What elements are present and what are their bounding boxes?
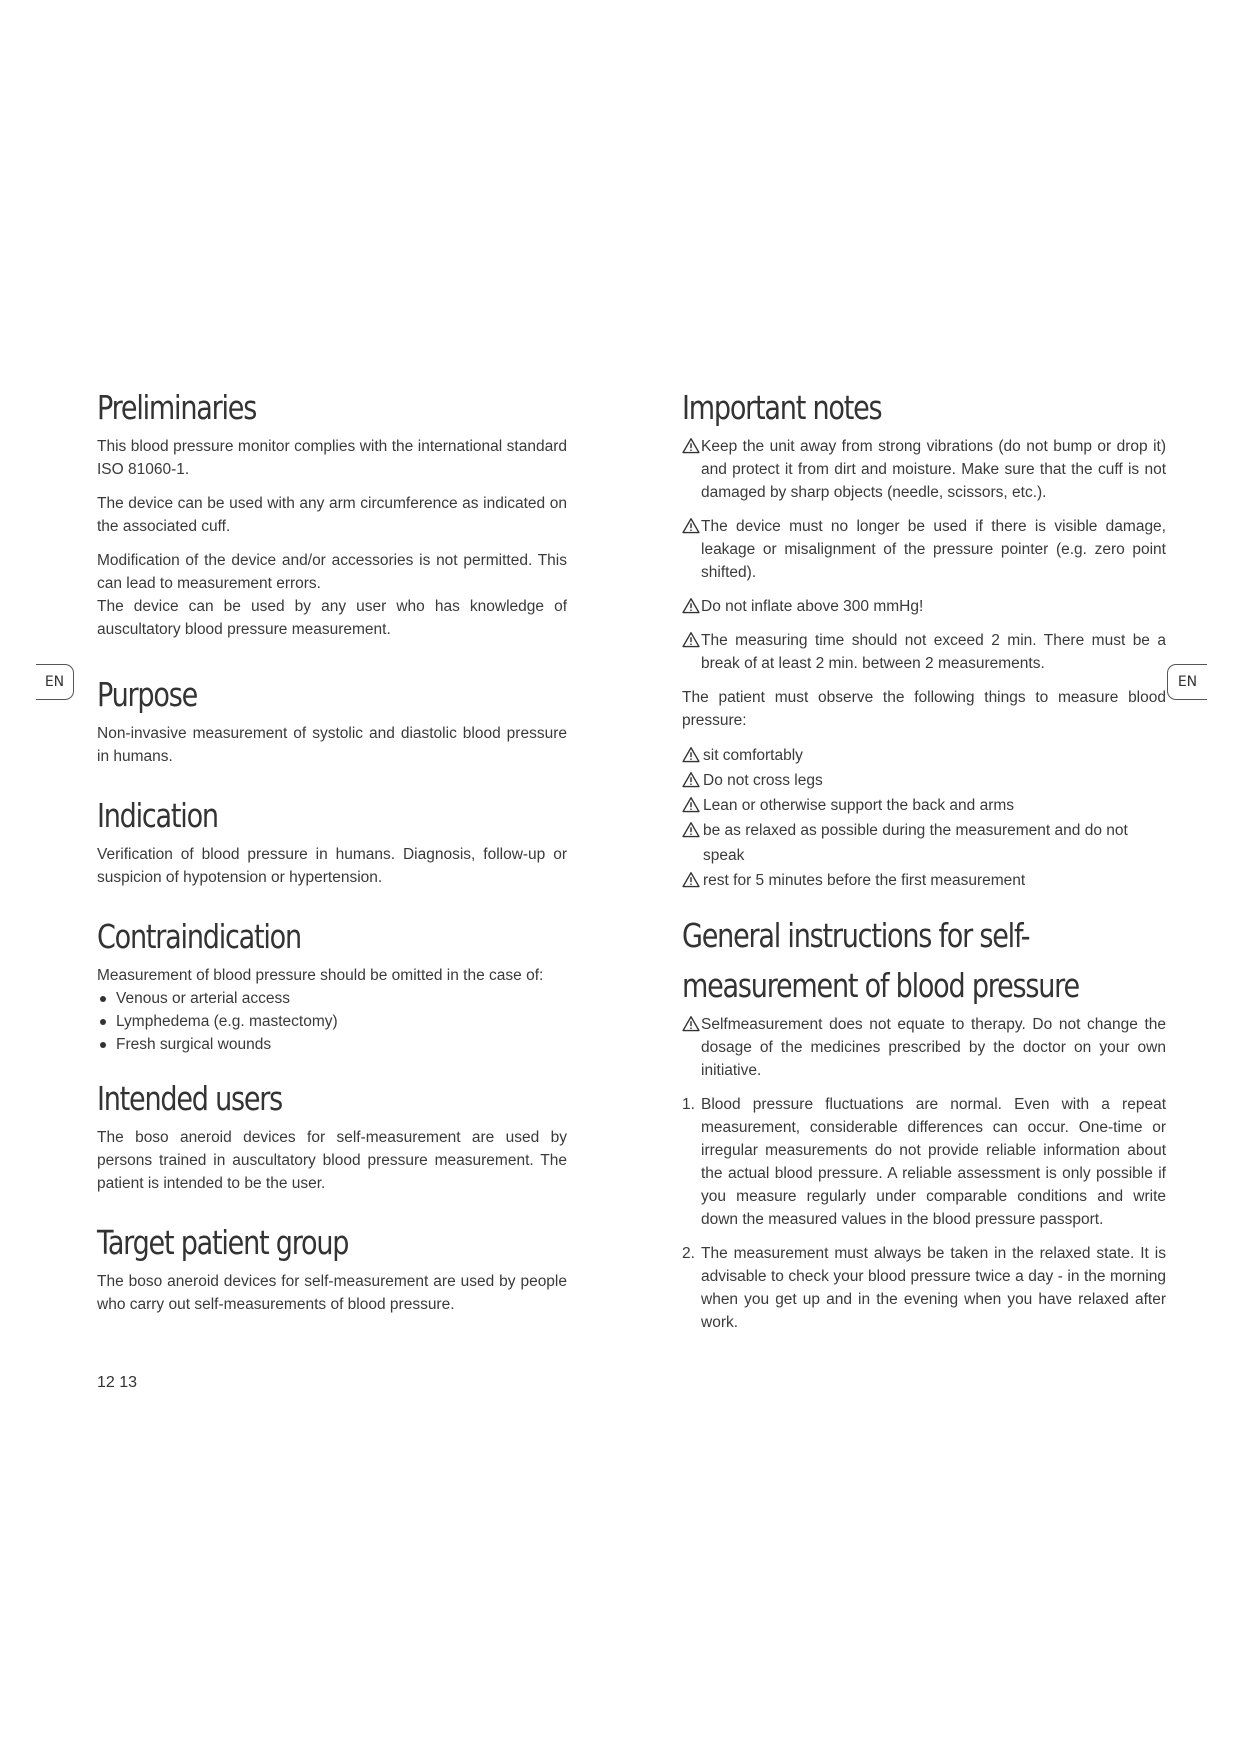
section-target-patient-group	[97, 1220, 567, 1316]
page-numbers: 12 13	[97, 1374, 138, 1391]
list-item: Venous or arterial access	[97, 987, 567, 1010]
warning-triangle-icon	[682, 631, 700, 648]
language-tab-label: EN	[44, 674, 65, 690]
warning-text: Do not inflate above 300 mmHg!	[701, 598, 924, 615]
section-contraindication	[97, 914, 567, 1056]
language-tab-right	[1167, 664, 1207, 700]
item-number: 1.	[682, 1096, 695, 1113]
numbered-item	[682, 1093, 1166, 1231]
warning-triangle-icon	[682, 821, 700, 838]
section-important-notes	[682, 385, 1166, 893]
warning-note	[682, 515, 1166, 584]
paragraph: The device can be used with any arm circumference as indicated on the associated cuff.	[97, 495, 567, 535]
paragraph: The boso aneroid devices for self-measurement are used by people who carry out self-measurements of blood pressure.	[97, 1273, 567, 1313]
warning-text: Keep the unit away from strong vibrations (do not bump or drop it) and protect it from dirt and moisture. Make sure that the cuff is not damaged by sharp objects (needle, scissors, etc.).	[701, 438, 1166, 501]
list-item	[682, 868, 1166, 893]
warning-note	[682, 629, 1166, 675]
patient-checklist	[682, 743, 1166, 893]
paragraph: Non-invasive measurement of systolic and diastolic blood pressure in humans.	[97, 725, 567, 765]
list-item	[682, 768, 1166, 793]
left-column	[97, 385, 567, 1327]
heading-preliminaries: Preliminaries	[97, 388, 257, 427]
list-item	[682, 818, 1166, 868]
warning-triangle-icon	[682, 437, 700, 454]
paragraph: Modification of the device and/or accessories is not permitted. This can lead to measurement errors.	[97, 552, 567, 592]
list-item	[682, 743, 1166, 768]
warning-note	[682, 1013, 1166, 1082]
warning-note	[682, 435, 1166, 504]
heading-general-instructions-line2: measurement of blood pressure	[682, 966, 1079, 1005]
heading-purpose: Purpose	[97, 675, 197, 714]
heading-indication: Indication	[97, 796, 218, 835]
heading-general-instructions-line1: General instructions for self-	[682, 916, 1030, 955]
warning-triangle-icon	[682, 871, 700, 888]
list-item-text: sit comfortably	[703, 747, 803, 764]
item-text: Blood pressure fluctuations are normal. Even with a repeat measurement, considerable differences can occur. One-time or irregular measurements do not provide reliable information about the actual blood pressure. A reliable assessment is only possible if you measure regularly under comparable conditions and write down the measured values in the blood pressure passport.	[701, 1096, 1166, 1228]
paragraph: This blood pressure monitor complies with the international standard ISO 81060-1.	[97, 438, 567, 478]
warning-note	[682, 595, 1166, 618]
language-tab-left	[36, 664, 74, 700]
list-item-text: Do not cross legs	[703, 772, 823, 789]
warning-text: The measuring time should not exceed 2 min. There must be a break of at least 2 min. between 2 measurements.	[701, 632, 1166, 672]
list-item-text: be as relaxed as possible during the measurement and do not speak	[703, 822, 1128, 864]
list-item: Fresh surgical wounds	[97, 1033, 567, 1056]
heading-important-notes: Important notes	[682, 388, 882, 427]
patient-intro: The patient must observe the following things to measure blood pressure:	[682, 689, 1166, 729]
warning-text: The device must no longer be used if there is visible damage, leakage or misalignment of the pressure pointer (e.g. zero point shifted).	[701, 518, 1166, 581]
paragraph: Measurement of blood pressure should be omitted in the case of:	[97, 967, 544, 984]
paragraph: The device can be used by any user who has knowledge of auscultatory blood pressure measurement.	[97, 598, 567, 638]
warning-triangle-icon	[682, 746, 700, 763]
right-column	[682, 385, 1166, 1345]
list-item	[682, 793, 1166, 818]
warning-text: Selfmeasurement does not equate to therapy. Do not change the dosage of the medicines prescribed by the doctor on your own initiative.	[701, 1016, 1166, 1079]
numbered-item	[682, 1242, 1166, 1334]
heading-intended-users: Intended users	[97, 1079, 283, 1118]
item-number: 2.	[682, 1245, 695, 1262]
item-text: The measurement must always be taken in the relaxed state. It is advisable to check your blood pressure twice a day - in the morning when you get up and in the evening when you have relaxed after work.	[701, 1245, 1166, 1331]
list-item-text: rest for 5 minutes before the first measurement	[703, 872, 1026, 889]
paragraph: Verification of blood pressure in humans. Diagnosis, follow-up or suspicion of hypotension or hypertension.	[97, 846, 567, 886]
section-intended-users	[97, 1076, 567, 1195]
warning-triangle-icon	[682, 796, 700, 813]
section-preliminaries	[97, 385, 567, 641]
warning-triangle-icon	[682, 771, 700, 788]
section-general-instructions	[682, 913, 1166, 1334]
heading-contraindication: Contraindication	[97, 917, 301, 956]
language-tab-label: EN	[1177, 674, 1198, 690]
contraindication-list	[97, 987, 567, 1056]
warning-triangle-icon	[682, 1015, 700, 1032]
section-indication	[97, 793, 567, 889]
section-purpose	[97, 672, 567, 768]
warning-triangle-icon	[682, 597, 700, 614]
warning-triangle-icon	[682, 517, 700, 534]
paragraph: The boso aneroid devices for self-measurement are used by persons trained in auscultatory blood pressure measurement. The patient is intended to be the user.	[97, 1129, 567, 1192]
list-item-text: Lean or otherwise support the back and arms	[703, 797, 1015, 814]
heading-target-patient-group: Target patient group	[97, 1223, 349, 1262]
list-item: Lymphedema (e.g. mastectomy)	[97, 1010, 567, 1033]
